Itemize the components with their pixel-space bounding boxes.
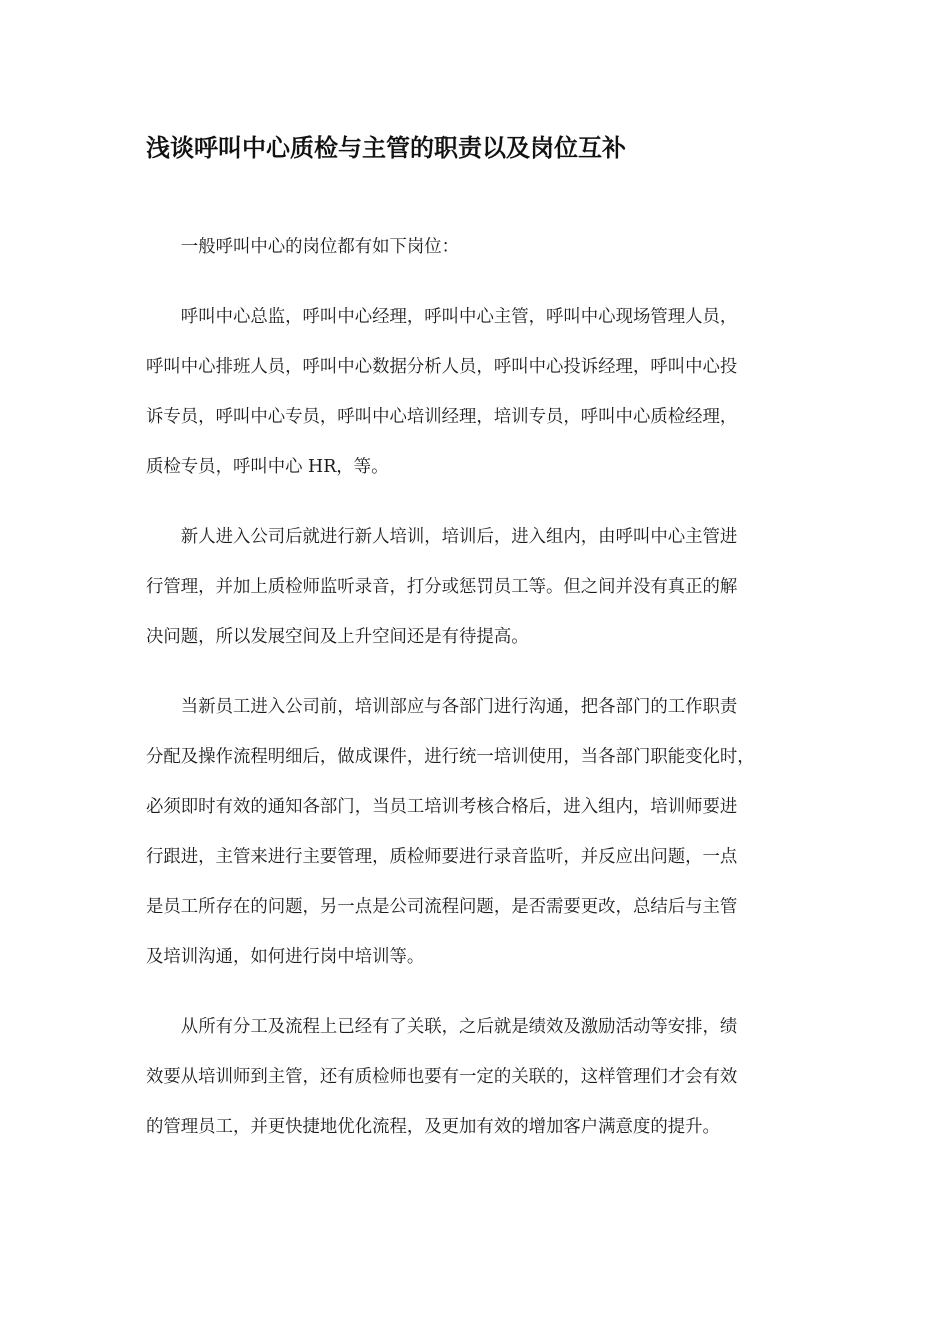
paragraph-intro [146, 222, 826, 272]
text-line: 必须即时有效的通知各部门，当员工培训考核合格后，进入组内，培训师要进 [146, 797, 738, 817]
text-line: 从所有分工及流程上已经有了关联，之后就是绩效及激励活动等安排，绩 [180, 1017, 738, 1037]
text-line: 是员工所存在的问题，另一点是公司流程问题，是否需要更改，总结后与主管 [146, 897, 738, 917]
text-line: 及培训沟通，如何进行岗中培训等。 [146, 947, 425, 967]
text-line: 当新员工进入公司前，培训部应与各部门进行沟通，把各部门的工作职责 [180, 697, 738, 717]
paragraph-performance [146, 1002, 826, 1152]
text-line: 的管理员工，并更快捷地优化流程，及更加有效的增加客户满意度的提升。 [146, 1117, 720, 1137]
text-line: 新人进入公司后就进行新人培训，培训后，进入组内，由呼叫中心主管进 [180, 527, 738, 547]
document-title: 浅谈呼叫中心质检与主管的职责以及岗位互补 [146, 134, 626, 162]
text-line: 效要从培训师到主管，还有质检师也要有一定的关联的，这样管理们才会有效 [146, 1067, 738, 1087]
text-line: 决问题，所以发展空间及上升空间还是有待提高。 [146, 627, 529, 647]
paragraph-training-process [146, 682, 826, 982]
paragraph-new-hire [146, 512, 826, 662]
text-line: 呼叫中心总监，呼叫中心经理，呼叫中心主管，呼叫中心现场管理人员， [180, 307, 738, 327]
text-line: 诉专员，呼叫中心专员，呼叫中心培训经理，培训专员，呼叫中心质检经理， [146, 407, 738, 427]
text-line: 一般呼叫中心的岗位都有如下岗位： [180, 237, 460, 257]
text-line: 分配及操作流程明细后，做成课件，进行统一培训使用，当各部门职能变化时， [146, 747, 755, 767]
text-line: 行跟进，主管来进行主要管理，质检师要进行录音监听，并反应出问题，一点 [146, 847, 738, 867]
text-line: 行管理，并加上质检师监听录音，打分或惩罚员工等。但之间并没有真正的解 [146, 577, 738, 597]
text-line: 质检专员，呼叫中心 HR，等。 [146, 457, 389, 477]
paragraph-positions [146, 292, 826, 492]
document-body [146, 222, 826, 1172]
text-line: 呼叫中心排班人员，呼叫中心数据分析人员，呼叫中心投诉经理，呼叫中心投 [146, 357, 738, 377]
